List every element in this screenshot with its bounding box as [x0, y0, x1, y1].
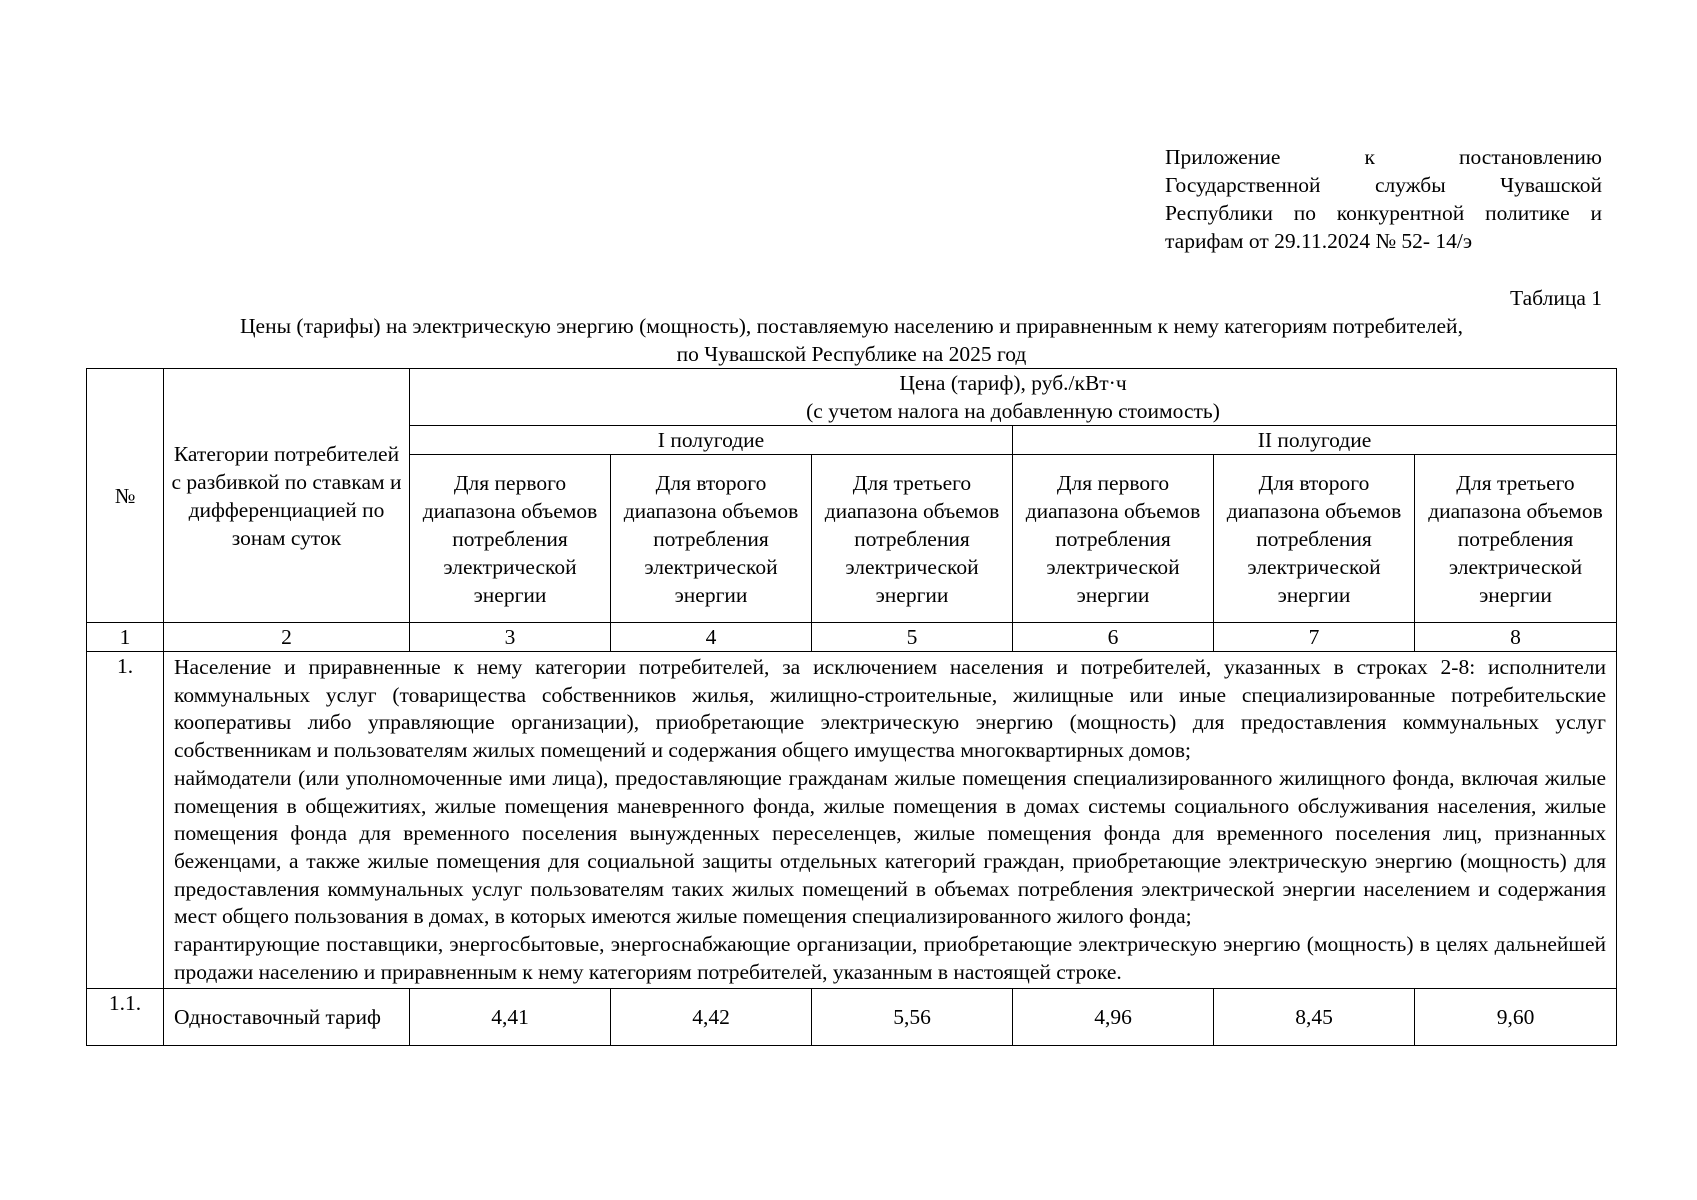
appendix-note: Приложение к постановлению Государственной службы Чувашской Республики по конкурентной политике и тарифам от 29.11.2024 № 52- 14/э	[1165, 145, 1602, 253]
row-number: 1.1.	[87, 989, 164, 1046]
column-number: 7	[1214, 623, 1415, 652]
header-half-2: II полугодие	[1013, 426, 1617, 455]
header-category: Категории потребителей с разбивкой по ставкам и дифференциацией по зонам суток	[164, 369, 410, 623]
column-number-row	[87, 623, 1617, 652]
column-number: 6	[1013, 623, 1214, 652]
header-h1-range-3: Для третьего диапазона объемов потребления электрической энергии	[812, 455, 1013, 623]
tariff-value: 5,56	[812, 989, 1013, 1046]
header-half-1: I полугодие	[410, 426, 1013, 455]
tariff-value: 4,42	[611, 989, 812, 1046]
column-number: 8	[1415, 623, 1617, 652]
row-number: 1.	[87, 652, 164, 989]
header-price-line-2: (с учетом налога на добавленную стоимость)	[806, 399, 1220, 423]
column-number: 2	[164, 623, 410, 652]
table-label: Таблица 1	[1510, 286, 1602, 310]
tariff-table	[86, 368, 1617, 1046]
description-paragraph: наймодатели (или уполномоченные ими лица), предоставляющие гражданам жилые помещения специализированного жилищного фонда, включая жилые помещения в общежитиях, жилые помещения маневренного фонда, жилые помещения в домах системы социального обслуживания населения, жилые помещения фонда для временного поселения вынужденных переселенцев, жилые помещения фонда для временного поселения лиц, признанных беженцами, а также жилые помещения для социальной защиты отдельных категорий граждан, приобретающие электрическую энергию (мощность) для предоставления коммунальных услуг пользователям таких жилых помещений в объемах потребления электрической энергии населением и содержания мест общего пользования в домах, в которых имеются жилые помещения специализированного жилого фонда;	[174, 765, 1606, 929]
tariff-value: 9,60	[1415, 989, 1617, 1046]
row-description	[164, 652, 1617, 989]
header-h2-range-1: Для первого диапазона объемов потребления электрической энергии	[1013, 455, 1214, 623]
header-number: №	[87, 369, 164, 623]
header-h1-range-2: Для второго диапазона объемов потребления электрической энергии	[611, 455, 812, 623]
header-h1-range-1: Для первого диапазона объемов потребления электрической энергии	[410, 455, 611, 623]
column-number: 3	[410, 623, 611, 652]
title-line-1: Цены (тарифы) на электрическую энергию (мощность), поставляемую населению и приравненным к нему категориям потребителей,	[240, 314, 1463, 338]
column-number: 1	[87, 623, 164, 652]
column-number: 4	[611, 623, 812, 652]
header-price-line-1: Цена (тариф), руб./кВт·ч	[899, 371, 1127, 395]
header-h2-range-3: Для третьего диапазона объемов потребления электрической энергии	[1415, 455, 1617, 623]
tariff-value: 4,41	[410, 989, 611, 1046]
title-line-2: по Чувашской Республике на 2025 год	[676, 342, 1027, 366]
table-row	[87, 989, 1617, 1046]
document-title	[86, 312, 1617, 368]
table-row	[87, 652, 1617, 989]
tariff-value: 4,96	[1013, 989, 1214, 1046]
tariff-value: 8,45	[1214, 989, 1415, 1046]
header-price	[410, 369, 1617, 426]
description-paragraph: Население и приравненные к нему категории потребителей, за исключением населения и потребителей, указанных в строках 2-8: исполнители коммунальных услуг (товарищества собственников жилья, жилищно-строительные, жилищные или иные специализированные потребительские кооперативы либо управляющие организации), приобретающие электрическую энергию (мощность) для предоставления коммунальных услуг собственникам и пользователям жилых помещений и содержания общего имущества многоквартирных домов;	[174, 655, 1606, 763]
row-category: Одноставочный тариф	[164, 989, 410, 1046]
header-h2-range-2: Для второго диапазона объемов потребления электрической энергии	[1214, 455, 1415, 623]
description-paragraph: гарантирующие поставщики, энергосбытовые, энергоснабжающие организации, приобретающие электрическую энергию (мощность) в целях дальнейшей продажи населению и приравненным к нему категориям потребителей, указанным в настоящей строке.	[174, 932, 1606, 984]
column-number: 5	[812, 623, 1013, 652]
